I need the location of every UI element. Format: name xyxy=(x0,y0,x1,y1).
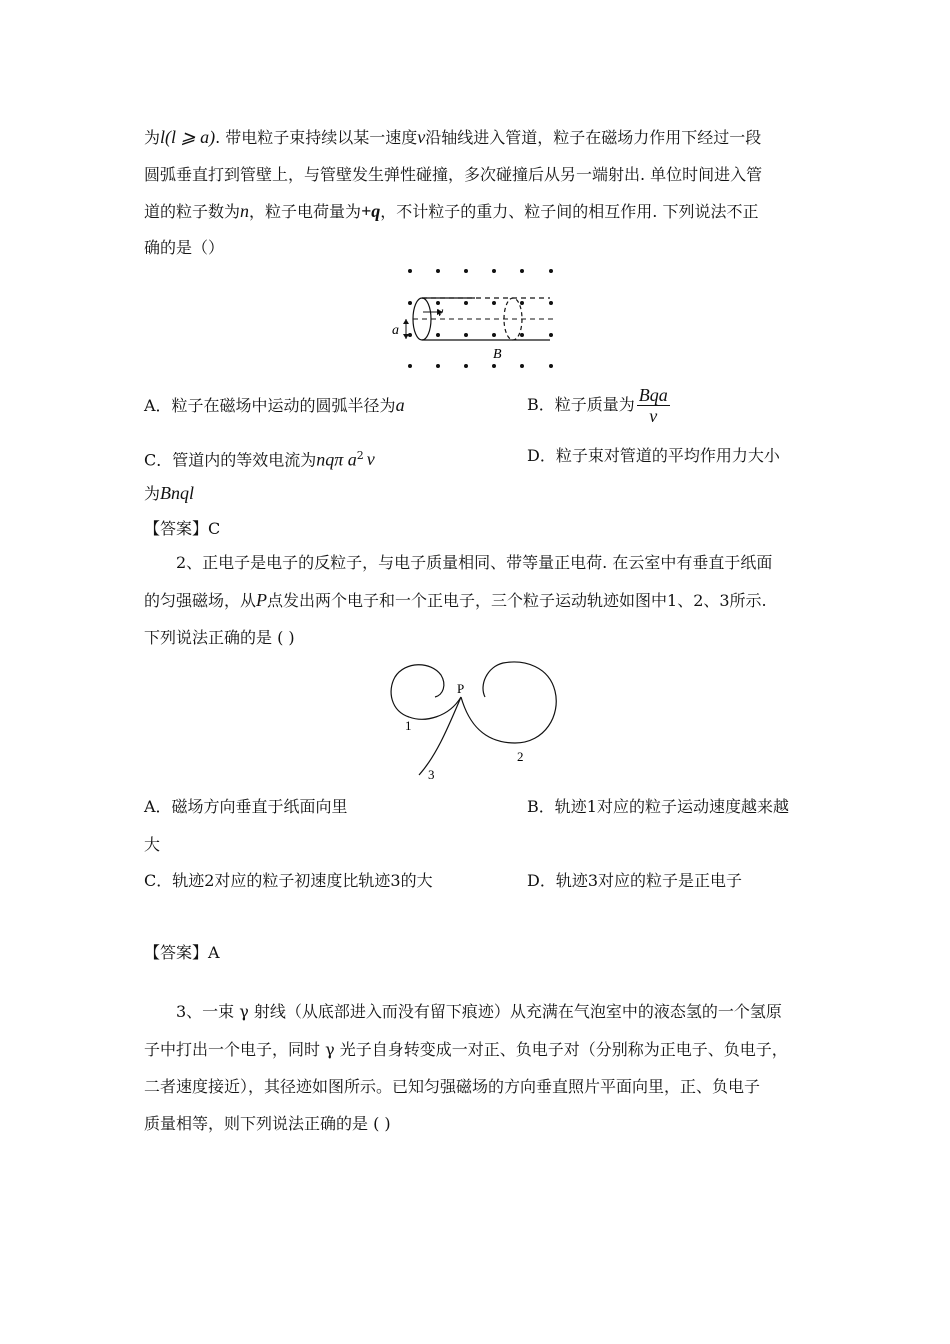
math-condition: (l ⩾ a) xyxy=(165,127,216,147)
q1-option-d[interactable]: D．粒子束对管道的平均作用力大小 xyxy=(527,446,780,465)
q1-text: ，不计粒子的重力、粒子间的相互作用. 下列说法不正 xyxy=(380,202,759,221)
q1-text: 道的粒子数为 xyxy=(144,202,241,221)
math-a: a xyxy=(395,395,405,415)
q1-line-3 xyxy=(144,201,758,222)
fraction-numerator: Bqa xyxy=(638,385,668,405)
q2-option-a[interactable]: A．磁场方向垂直于纸面向里 xyxy=(144,797,348,816)
q1-text: ，粒子电荷量为 xyxy=(249,202,362,221)
math-n: n xyxy=(240,201,250,221)
math-v: v xyxy=(366,449,375,470)
math-v: v xyxy=(417,127,426,147)
label-2: 2 xyxy=(517,749,524,764)
q1-option-c[interactable] xyxy=(144,446,375,470)
q1-text: . 带电粒子束持续以某一速度 xyxy=(215,128,418,147)
q2-line-1: 2、正电子是电子的反粒子，与电子质量相同、带等量正电荷. 在云室中有垂直于纸面 xyxy=(176,553,773,572)
fraction-bqa-over-v xyxy=(637,385,670,426)
math-l: l xyxy=(160,127,166,147)
q2-answer: 【答案】A xyxy=(144,943,220,962)
label-P: P xyxy=(457,681,465,696)
track-1 xyxy=(391,665,461,719)
track-2 xyxy=(461,662,556,743)
q3-line-2: 子中打出一个电子，同时 γ 光子自身转变成一对正、负电子对（分别称为正电子、负电子， xyxy=(144,1040,788,1059)
q1-option-a[interactable] xyxy=(144,395,405,416)
label-1: 1 xyxy=(405,718,412,733)
label-v: v xyxy=(437,305,444,320)
q1-text: 为 xyxy=(144,128,161,147)
label-B: B xyxy=(493,347,502,362)
q1-line-1 xyxy=(144,127,761,148)
q2-option-b-continued: 大 xyxy=(144,835,161,854)
option-text: B．粒子质量为 xyxy=(527,395,635,414)
q1-line-2: 圆弧垂直打到管壁上，与管壁发生弹性碰撞，多次碰撞后从另一端射出. 单位时间进入管 xyxy=(144,165,763,184)
label-a: a xyxy=(392,323,399,338)
pipe-magnetic-field-figure xyxy=(385,262,565,370)
q2-text: 的匀强磁场，从 xyxy=(144,591,257,610)
label-3: 3 xyxy=(428,767,435,782)
q2-option-b[interactable]: B．轨迹1对应的粒子运动速度越来越 xyxy=(527,797,789,816)
q2-text: 点发出两个电子和一个正电子，三个粒子运动轨迹如图中1、2、3所示. xyxy=(267,591,767,610)
q3-line-4: 质量相等，则下列说法正确的是 ( ) xyxy=(144,1114,391,1133)
q3-line-1: 3、一束 γ 射线（从底部进入而没有留下痕迹）从充满在气泡室中的液态氢的一个氢原 xyxy=(176,1002,782,1021)
option-text: A．粒子在磁场中运动的圆弧半径为 xyxy=(144,396,396,415)
option-text: 为 xyxy=(144,484,161,503)
q2-option-c[interactable]: C．轨迹2对应的粒子初速度比轨迹3的大 xyxy=(144,871,433,890)
track-3 xyxy=(419,697,461,775)
fraction-denominator: v xyxy=(649,406,658,426)
q2-option-d[interactable]: D．轨迹3对应的粒子是正电子 xyxy=(527,871,743,890)
q2-line-3: 下列说法正确的是 ( ) xyxy=(144,628,295,647)
q1-option-d-continued xyxy=(144,483,194,504)
q3-line-3: 二者速度接近），其径迹如图所示。已知匀强磁场的方向垂直照片平面向里，正、负电子 xyxy=(144,1077,761,1096)
math-current: nqπ a xyxy=(316,449,357,470)
option-text: C．管道内的等效电流为 xyxy=(144,450,317,470)
math-P: P xyxy=(256,590,268,610)
math-force: Bnql xyxy=(160,483,195,503)
q1-text: 沿轴线进入管道，粒子在磁场力作用下经过一段 xyxy=(425,128,762,147)
q1-option-b[interactable] xyxy=(527,385,670,426)
q1-line-4: 确的是（） xyxy=(144,238,225,257)
q1-answer: 【答案】C xyxy=(144,519,221,538)
cloud-chamber-tracks-figure xyxy=(385,655,565,785)
math-q: +q xyxy=(361,201,381,221)
math-exponent: 2 xyxy=(356,449,364,462)
q2-line-2 xyxy=(144,590,767,611)
